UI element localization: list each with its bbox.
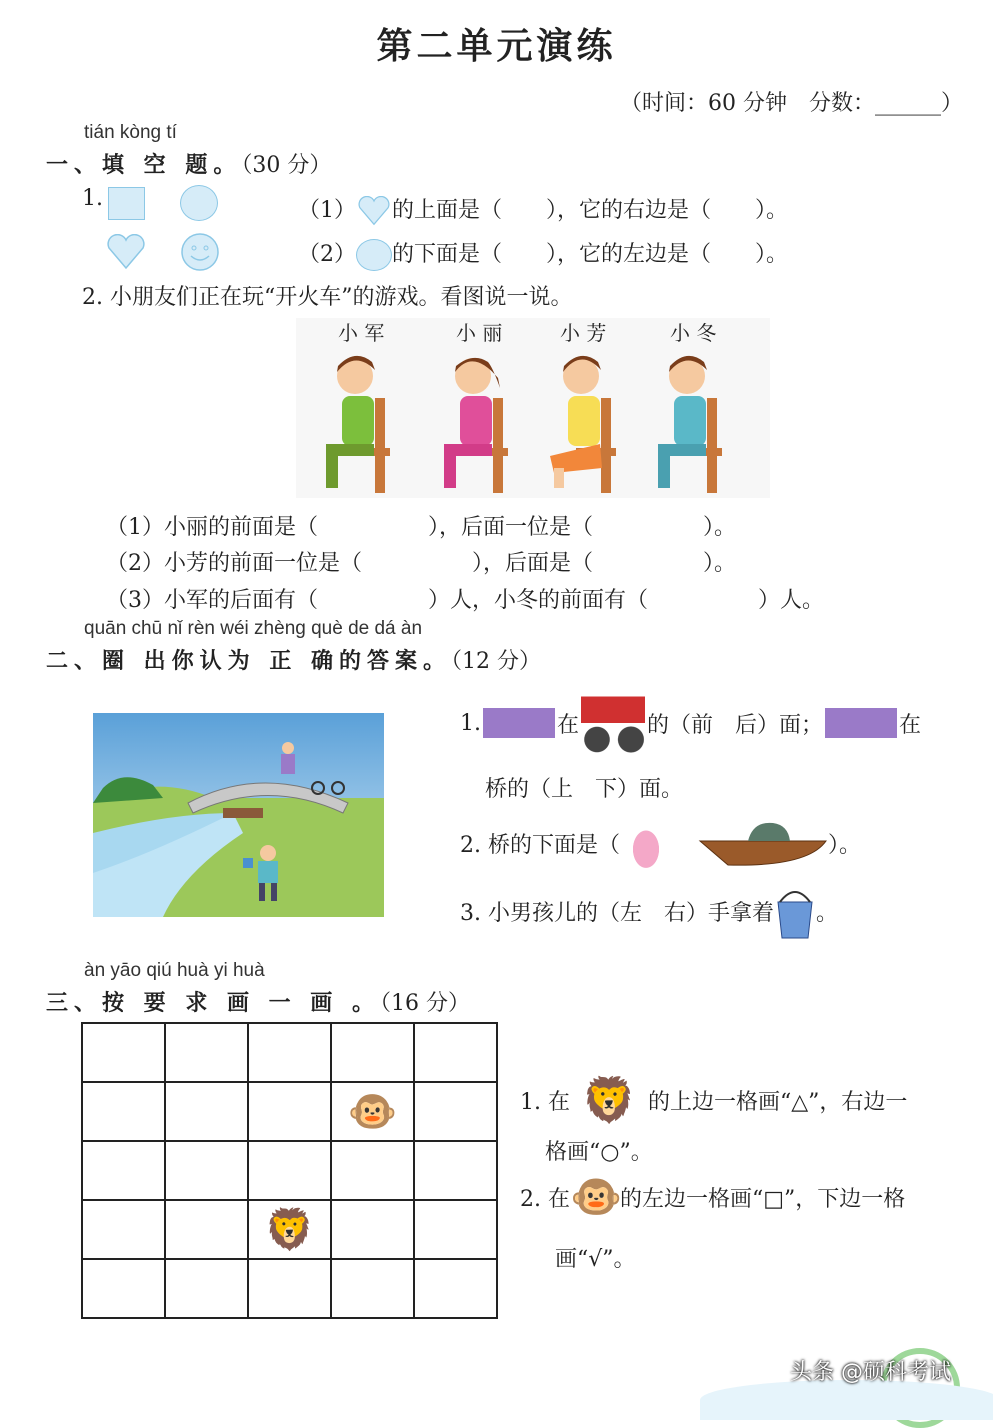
q2-answer-3: （3）小军的后面有（ ）人，小冬的前面有（ ）人。	[106, 588, 824, 613]
name-xiaodong: 小 冬	[670, 321, 717, 345]
grid-cell[interactable]	[248, 1082, 331, 1141]
s2-q3-text: 3. 小男孩儿的（左 右）手拿着	[460, 900, 774, 926]
grid-cell[interactable]	[414, 1259, 497, 1318]
name-xiaofang: 小 芳	[560, 321, 607, 345]
s2-q2	[460, 812, 861, 874]
grid-cell[interactable]	[165, 1082, 248, 1141]
grid-cell[interactable]	[82, 1200, 165, 1259]
section3-heading	[46, 986, 470, 1017]
s3-q2-text-b: 的左边一格画“□”，下边一格	[619, 1186, 906, 1212]
grid-cell[interactable]	[414, 1141, 497, 1200]
heart-shape	[106, 234, 146, 270]
grid-cell[interactable]	[165, 1259, 248, 1318]
kid-xiaojun-image	[320, 348, 400, 498]
section2-heading	[46, 644, 541, 675]
grid-cell[interactable]	[414, 1200, 497, 1259]
section1-heading	[46, 148, 331, 179]
s3-q1-text-b: 的上边一格画“△”，右边一	[647, 1089, 908, 1115]
section1-title: 一、填 空 题。	[46, 153, 242, 178]
grid-cell[interactable]	[82, 1023, 165, 1082]
q1a-prefix: （1）	[298, 198, 356, 223]
woman-carrying-buckets-icon	[483, 685, 555, 761]
section2-points: （12 分）	[450, 649, 541, 674]
circle-icon	[356, 239, 392, 271]
grid-cell[interactable]	[165, 1200, 248, 1259]
s3-q1-line2: 格画“○”。	[545, 1140, 653, 1165]
section3-title: 三、按 要 求 画 一 画 。	[46, 991, 380, 1016]
q2-text: 2. 小朋友们正在玩“开火车”的游戏。看图说一说。	[82, 285, 573, 310]
grid-cell[interactable]	[331, 1141, 414, 1200]
q1b-prefix: （2）	[298, 242, 356, 267]
grid-cell[interactable]	[82, 1141, 165, 1200]
heart-icon	[356, 196, 392, 226]
monkey-icon-2: 🐵	[569, 1172, 623, 1221]
lion-icon-2: 🦁	[581, 1075, 637, 1126]
s3-q1	[520, 1074, 907, 1126]
bridge-scene-image	[93, 713, 384, 917]
square-shape	[108, 187, 145, 220]
grid-cell[interactable]	[331, 1023, 414, 1082]
grid-cell-monkey[interactable]	[331, 1082, 414, 1141]
s2-q1-text-c: 在	[899, 712, 922, 738]
grid-cell[interactable]	[414, 1082, 497, 1141]
section2-pinyin: quān chū nǐ rèn wéi zhèng què de dá àn	[84, 618, 423, 639]
s2-q1-text-b: 的（前 后）面；	[647, 712, 824, 738]
name-xiaoli: 小 丽	[456, 321, 503, 345]
grid-cell[interactable]	[331, 1200, 414, 1259]
s2-q2-text-b: ）。	[827, 832, 861, 858]
grid-cell[interactable]	[414, 1023, 497, 1082]
s2-q1-number: 1.	[460, 710, 481, 736]
q1a	[298, 193, 788, 226]
time-score-line: （时间：60 分钟 分数：______）	[620, 91, 963, 116]
lion-icon: 🦁	[264, 1207, 315, 1253]
section2-title: 二、圈 出你认为 正 确的答案。	[46, 649, 451, 674]
section3-pinyin: àn yāo qiú huà yi huà	[84, 960, 265, 981]
kid-xiaoli-image	[438, 348, 518, 498]
q2-answer-1: （1）小丽的前面是（ ），后面一位是（ ）。	[106, 515, 736, 540]
grid-cell[interactable]	[165, 1141, 248, 1200]
page-title: 第二单元演练	[376, 26, 617, 67]
section1-points: （30 分）	[241, 153, 332, 178]
monkey-icon: 🐵	[347, 1089, 398, 1135]
q1b	[298, 237, 788, 271]
rabbit-icon	[620, 812, 672, 874]
kid-xiaofang-image	[546, 348, 626, 498]
grid-cell[interactable]	[165, 1023, 248, 1082]
section3-points: （16 分）	[379, 991, 470, 1016]
q1-number: 1.	[82, 186, 103, 211]
smiley-shape	[180, 233, 220, 271]
woman-carrying-buckets-icon-2	[825, 685, 897, 761]
section1-pinyin: tián kòng tí	[84, 122, 177, 143]
q2-answer-2: （2）小芳的前面一位是（ ），后面是（ ）。	[106, 551, 736, 576]
grid-cell[interactable]	[331, 1259, 414, 1318]
drawing-grid	[81, 1022, 498, 1319]
s2-q3	[460, 880, 838, 942]
cyclist-icon	[581, 690, 645, 756]
s3-q2-text-a: 2. 在	[520, 1186, 570, 1212]
grid-cell[interactable]	[248, 1141, 331, 1200]
kid-xiaodong-image	[652, 348, 732, 498]
boat-icon	[698, 817, 828, 869]
name-xiaojun: 小 军	[338, 321, 385, 345]
grid-cell-lion[interactable]	[248, 1200, 331, 1259]
grid-cell[interactable]	[82, 1082, 165, 1141]
bottom-wave-decoration	[700, 1380, 993, 1420]
s2-q1-text-a: 在	[557, 712, 580, 738]
grid-cell[interactable]	[248, 1023, 331, 1082]
s2-q3-end: 。	[815, 900, 838, 926]
s2-q1-line2: 桥的（上 下）面。	[485, 777, 684, 802]
q1a-text: 的上面是（ ），它的右边是（ ）。	[392, 198, 789, 223]
s2-q1-line1	[460, 685, 921, 761]
s3-q2	[520, 1172, 905, 1222]
s3-q2-line2: 画“√”。	[555, 1247, 636, 1272]
grid-cell[interactable]	[248, 1259, 331, 1318]
s3-q1-text-a: 1. 在	[520, 1089, 570, 1115]
watermark: 头条 @硕科考试	[790, 1360, 951, 1385]
s2-q2-text-a: 2. 桥的下面是（	[460, 832, 620, 858]
q1b-text: 的下面是（ ），它的左边是（ ）。	[392, 242, 789, 267]
bucket-icon	[774, 880, 816, 942]
grid-cell[interactable]	[82, 1259, 165, 1318]
circle-shape	[180, 185, 218, 221]
